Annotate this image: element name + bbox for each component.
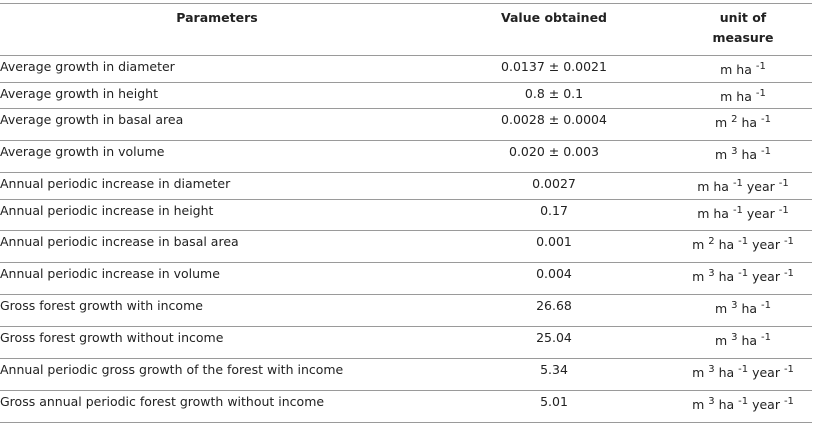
unit-exponent: -1 [761, 300, 772, 311]
unit-text: m [692, 269, 709, 284]
unit-cell [674, 391, 812, 422]
table-row [0, 359, 812, 391]
parameter-cell: Annual periodic increase in volume [0, 266, 220, 281]
unit-cell [674, 263, 812, 294]
table-row [0, 83, 812, 109]
value-cell: 0.001 [536, 234, 572, 249]
parameter-cell: Gross forest growth with income [0, 298, 203, 313]
unit-exponent: 3 [731, 146, 738, 157]
value-cell: 5.34 [540, 362, 568, 377]
parameter-cell: Gross annual periodic forest growth without income [0, 394, 325, 409]
unit-exponent: -1 [738, 236, 749, 247]
unit-text: ha [737, 301, 762, 316]
value-cell: 0.020 ± 0.003 [509, 144, 599, 159]
parameter-cell: Average growth in height [0, 86, 158, 101]
unit-text: year [742, 206, 779, 221]
unit-text: year [742, 179, 779, 194]
unit-text: ha [737, 147, 762, 162]
unit-exponent: -1 [761, 146, 772, 157]
unit-exponent: -1 [761, 114, 772, 125]
unit-cell [674, 295, 812, 326]
value-cell: 25.04 [536, 330, 572, 345]
unit-text: ha [714, 365, 739, 380]
table-row [0, 200, 812, 231]
unit-exponent: -1 [738, 268, 749, 279]
header-value-obtained: Value obtained [501, 10, 607, 25]
header-unit-line1: unit of [719, 10, 767, 25]
header-parameters: Parameters [176, 10, 258, 25]
unit-text: m [692, 397, 709, 412]
unit-cell [674, 141, 812, 172]
table-body [0, 56, 812, 423]
unit-exponent: 2 [708, 236, 715, 247]
unit-exponent: 2 [731, 114, 738, 125]
unit-exponent: -1 [783, 236, 794, 247]
value-cell: 0.0137 ± 0.0021 [501, 59, 607, 74]
unit-text: ha [714, 269, 739, 284]
unit-text: m [692, 365, 709, 380]
unit-exponent: -1 [755, 88, 766, 99]
table-row [0, 56, 812, 83]
unit-text: m ha [697, 206, 733, 221]
unit-cell [674, 173, 812, 199]
value-cell: 0.8 ± 0.1 [524, 86, 584, 101]
unit-text: ha [737, 115, 762, 130]
table-row [0, 391, 812, 423]
parameter-cell: Average growth in basal area [0, 112, 184, 127]
value-cell: 0.004 [536, 266, 572, 281]
unit-cell [674, 231, 812, 262]
unit-cell [674, 109, 812, 140]
unit-exponent: -1 [755, 61, 766, 72]
table-row [0, 109, 812, 141]
unit-exponent: -1 [732, 205, 743, 216]
unit-text: m [714, 301, 732, 316]
table-row [0, 231, 812, 263]
value-cell: 5.01 [540, 394, 568, 409]
table-header-row [0, 4, 812, 56]
growth-parameters-table [0, 3, 812, 423]
unit-exponent: -1 [778, 178, 789, 189]
unit-exponent: 3 [731, 300, 738, 311]
unit-text: m [692, 237, 709, 252]
unit-text: m [714, 115, 732, 130]
parameter-cell: Average growth in diameter [0, 59, 175, 74]
header-unit-line2: measure [712, 30, 774, 45]
unit-exponent: 3 [731, 332, 738, 343]
unit-text: ha [737, 333, 762, 348]
unit-text: year [748, 269, 784, 284]
value-cell: 0.0027 [532, 176, 576, 191]
unit-cell [674, 56, 812, 82]
unit-exponent: -1 [778, 205, 789, 216]
value-cell: 0.0028 ± 0.0004 [501, 112, 607, 127]
unit-exponent: -1 [738, 364, 749, 375]
parameter-cell: Gross forest growth without income [0, 330, 224, 345]
unit-text: year [748, 237, 784, 252]
unit-exponent: 3 [708, 268, 715, 279]
parameter-cell: Annual periodic increase in basal area [0, 234, 239, 249]
unit-text: m ha [720, 62, 756, 77]
table-row [0, 263, 812, 295]
parameter-cell: Average growth in volume [0, 144, 165, 159]
unit-exponent: -1 [783, 396, 794, 407]
unit-cell [674, 200, 812, 230]
unit-exponent: -1 [783, 364, 794, 375]
unit-exponent: 3 [708, 364, 715, 375]
unit-text: ha [714, 237, 739, 252]
value-cell: 0.17 [540, 203, 568, 218]
table-row [0, 141, 812, 173]
unit-cell [674, 83, 812, 108]
unit-cell [674, 359, 812, 390]
unit-text: m [714, 333, 732, 348]
unit-text: year [748, 397, 784, 412]
unit-exponent: -1 [738, 396, 749, 407]
unit-text: m ha [697, 179, 733, 194]
unit-exponent: 3 [708, 396, 715, 407]
unit-text: m ha [720, 89, 756, 104]
unit-text: m [714, 147, 732, 162]
parameter-cell: Annual periodic increase in height [0, 203, 214, 218]
value-cell: 26.68 [536, 298, 572, 313]
table-row [0, 327, 812, 359]
header-unit-of-measure [674, 4, 812, 55]
unit-exponent: -1 [783, 268, 794, 279]
table-row [0, 295, 812, 327]
unit-exponent: -1 [732, 178, 743, 189]
unit-text: ha [714, 397, 739, 412]
table-row [0, 173, 812, 200]
unit-exponent: -1 [761, 332, 772, 343]
parameter-cell: Annual periodic increase in diameter [0, 176, 231, 191]
parameter-cell: Annual periodic gross growth of the forest with income [0, 362, 344, 377]
unit-text: year [748, 365, 784, 380]
unit-cell [674, 327, 812, 358]
